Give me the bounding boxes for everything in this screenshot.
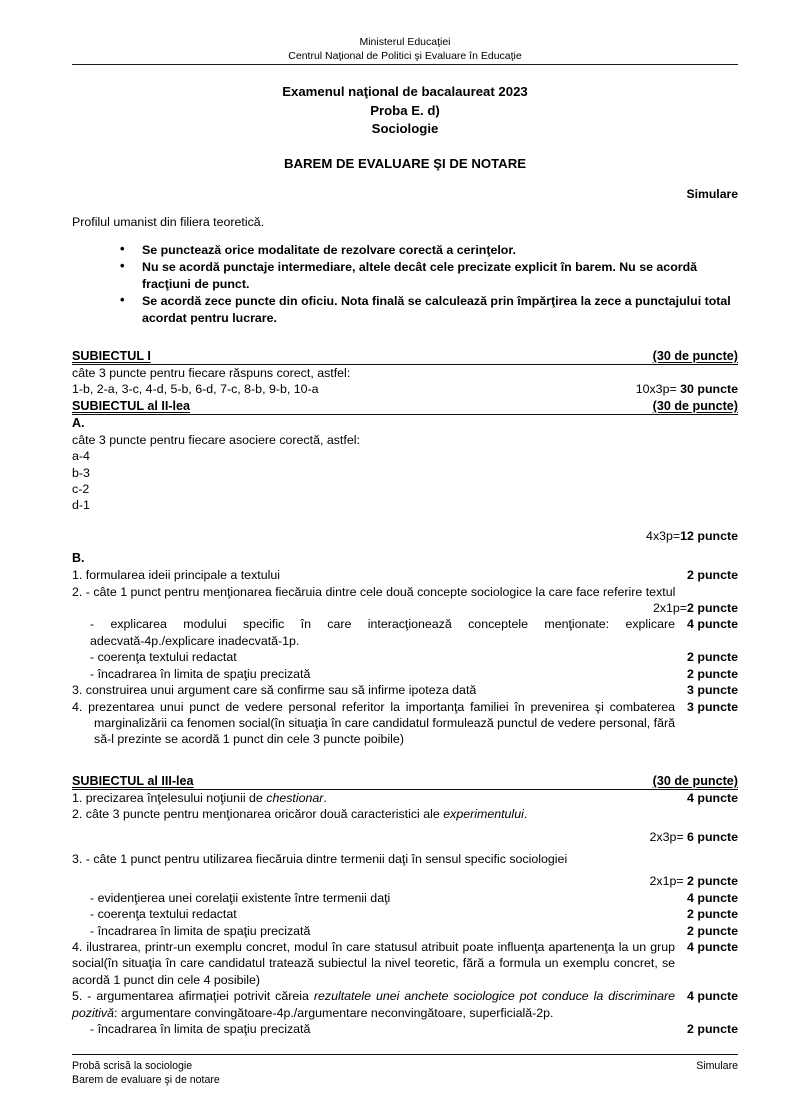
barem-item-text	[72, 988, 675, 1021]
section-points: (30 de puncte)	[652, 398, 738, 413]
barem-item	[72, 682, 738, 698]
term-italic: rezultatele unei anchete sociologice pot conduce la discriminare pozitivă	[72, 989, 676, 1020]
barem-item-text: 4. prezentarea unui punct de vedere personal referitor la importanţa familiei în prevenirea şi combaterea marginalizării ca fenomen social(în situaţia în care candidatul formulează punctul de vedere personal, fără să-l prezinte se acordă 1 punct din cele 3 puncte poibile)	[72, 699, 676, 747]
barem-item	[72, 890, 738, 906]
subiectul1-answers: 1-b, 2-a, 3-c, 4-d, 5-b, 6-d, 7-c, 8-b, 9-b, 10-a	[72, 382, 319, 397]
calc-prefix: 2x1p=	[652, 601, 688, 616]
barem-item-text: - încadrarea în limita de spaţiu precizată	[90, 666, 311, 681]
list-item: • Nu se acordă punctaje intermediare, altele decât cele precizate explicit în barem. Nu se acordă fracţiuni de punct.	[120, 259, 738, 292]
barem-item-text: 2. - câte 1 punct pentru menţionarea fiecăruia dintre cele două concepte sociologice la care face referire textul	[72, 584, 676, 599]
page-footer	[72, 1054, 738, 1087]
barem-item	[72, 649, 738, 665]
assoc-pair: d-1	[72, 498, 90, 513]
section-header-subiectul-2	[72, 398, 738, 415]
exam-title	[72, 83, 738, 139]
barem-item	[72, 988, 738, 1021]
barem-item-points: 4 puncte	[687, 617, 738, 632]
assoc-pair: c-2	[72, 482, 90, 497]
barem-item-text: 3. construirea unui argument care să confirme sau să infirme ipoteza dată	[72, 683, 477, 698]
footer-barem-label: Barem de evaluare şi de notare	[72, 1074, 220, 1086]
assoc-pair: b-3	[72, 465, 90, 480]
barem-title: BAREM DE EVALUARE ŞI DE NOTARE	[283, 155, 527, 171]
barem-item-points: 2 puncte	[687, 923, 738, 938]
subiectul1-calc	[622, 381, 738, 397]
text-prefix: 5. - argumentarea afirmaţiei potrivit căreia	[72, 989, 314, 1004]
calc-value: 2 puncte	[687, 874, 738, 889]
barem-item	[72, 906, 738, 922]
footer-top-row	[72, 1055, 738, 1073]
section-header-subiectul-1	[72, 348, 738, 365]
barem-item-text: - evidenţierea unei corelaţii existente între termenii daţi	[90, 890, 391, 905]
subiectul1-answers-row	[72, 381, 738, 397]
exam-title-line2: Proba E. d)	[370, 102, 440, 118]
barem-item-text: - încadrarea în limita de spaţiu precizată	[90, 923, 311, 938]
text-suffix: : argumentare convingătoare-4p./argumentare neconvingătoare, superficială-2p.	[114, 1005, 554, 1020]
part-a-label: A.	[72, 415, 85, 430]
barem-item-points: 3 puncte	[687, 683, 738, 698]
text-suffix: .	[523, 807, 528, 822]
part-b-label: B.	[72, 551, 85, 566]
list-item: • Se punctează orice modalitate de rezolvare corectă a cerinţelor.	[120, 242, 738, 259]
barem-item	[72, 584, 738, 600]
barem-item-text: 4. ilustrarea, printr-un exemplu concret, modul în care statusul atribuit poate influenţa apartenenţa la un grup social(în situaţia în care candidatul tratează subiectul la nivel teoretic, fără a formula un exemplu concret, se acordă 1 punct din cele 4 posibile)	[72, 939, 676, 987]
barem-item-points: 2 puncte	[687, 1022, 738, 1036]
term-italic: experimentului	[443, 807, 524, 822]
footer-exam-label: Probă scrisă la sociologie	[72, 1060, 193, 1072]
center-line: Centrul Naţional de Politici şi Evaluare în Educaţie	[288, 49, 522, 62]
header-divider	[72, 64, 738, 65]
barem-item-text: 3. - câte 1 punct pentru utilizarea fiecăruia dintre termenii daţi în sensul specific sociologiei	[72, 851, 568, 866]
barem-item-points: 4 puncte	[687, 989, 738, 1004]
barem-item-points: 2 puncte	[687, 568, 738, 583]
section-title: SUBIECTUL I	[72, 349, 151, 363]
section-header-subiectul-3	[72, 773, 738, 790]
barem-item-points: 2 puncte	[687, 666, 738, 681]
barem-item-points: 2 puncte	[687, 907, 738, 922]
barem-item-points: 4 puncte	[687, 790, 738, 805]
text-prefix: 2. câte 3 puncte pentru menţionarea oricăror două caracteristici ale	[72, 807, 444, 822]
subiectul1-intro: câte 3 puncte pentru fiecare răspuns corect, astfel:	[72, 366, 351, 380]
barem-item-points-row	[72, 829, 738, 845]
barem-item-text: - coerenţa textului redactat	[90, 650, 237, 665]
calc-value: 12 puncte	[680, 528, 738, 543]
barem-item-points: 3 puncte	[687, 699, 738, 714]
barem-item-text: - explicarea modului specific în care interacţionează conceptele menţionate: explicare adecvată-4p./explicare inadecvată-1p.	[90, 617, 676, 648]
section-points: (30 de puncte)	[652, 349, 738, 363]
calc-prefix: 4x3p=	[646, 528, 681, 543]
exam-title-line1: Examenul naţional de bacalaureat 2023	[282, 84, 528, 99]
barem-item	[72, 790, 738, 806]
text-suffix: .	[323, 790, 327, 805]
list-item: • Se acordă zece puncte din oficiu. Nota finală se calculează prin împărţirea la zece a punctajului total acordat pentru lucrare.	[120, 293, 738, 326]
footer-simulare-label: Simulare	[696, 1060, 738, 1072]
barem-item-text	[72, 806, 738, 822]
calc-value: 30 puncte	[680, 382, 738, 397]
grading-notes-list	[72, 242, 738, 327]
barem-item	[72, 1021, 738, 1037]
calc-value: 6 puncte	[687, 829, 738, 844]
barem-item-points: 4 puncte	[687, 939, 738, 954]
section-points: (30 de puncte)	[652, 773, 738, 788]
calc-prefix: 2x3p=	[649, 829, 684, 844]
exam-title-line3: Sociologie	[371, 121, 439, 136]
calc-value: 2 puncte	[687, 601, 738, 616]
section-title: SUBIECTUL al III-lea	[72, 773, 194, 788]
barem-item-points: 2 puncte	[687, 650, 738, 665]
barem-item	[72, 616, 738, 649]
document-body	[72, 0, 738, 1037]
barem-item	[72, 699, 738, 748]
barem-item-text: 1. formularea ideii principale a textului	[72, 568, 280, 583]
part-a-calc	[72, 528, 738, 544]
calc-prefix: 10x3p=	[635, 382, 677, 397]
barem-item	[72, 923, 738, 939]
assoc-pair: a-4	[72, 449, 90, 464]
part-a-intro: câte 3 puncte pentru fiecare asociere corectă, astfel:	[72, 432, 360, 447]
barem-item-points: 4 puncte	[687, 890, 738, 905]
term-italic: chestionar	[266, 790, 324, 805]
barem-item-text: - încadrarea în limita de spaţiu precizată	[90, 1022, 311, 1036]
barem-item	[72, 666, 738, 682]
calc-prefix: 2x1p=	[649, 874, 684, 889]
barem-item-text	[72, 790, 675, 806]
profile-line: Profilul umanist din filiera teoretică.	[72, 214, 265, 229]
institution-header	[72, 0, 738, 63]
simulare-label: Simulare	[686, 186, 738, 201]
barem-item	[72, 939, 738, 988]
barem-item-text: - coerenţa textului redactat	[90, 907, 237, 922]
barem-item-points-row	[72, 600, 738, 616]
section-title: SUBIECTUL al II-lea	[72, 398, 191, 413]
text-prefix: 1. precizarea înţelesului noţiunii de	[72, 790, 267, 805]
ministry-line: Ministerul Educaţiei	[359, 36, 451, 48]
barem-item	[72, 567, 738, 583]
barem-item-points-row	[72, 873, 738, 889]
